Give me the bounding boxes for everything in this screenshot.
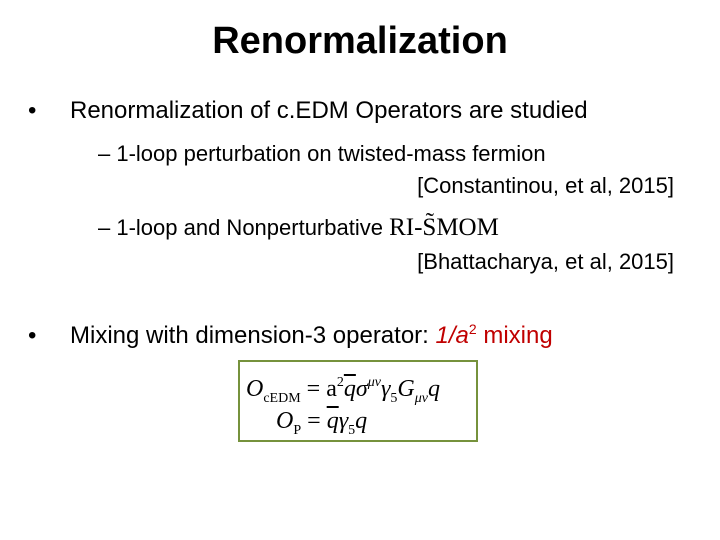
bullet-text: Renormalization of c.EDM Operators are studied [70,97,588,124]
bullet-dot-icon: • [28,322,37,349]
subitem-nonperturbative [98,214,499,242]
bullet-mixing [28,314,553,351]
slide-title: Renormalization [212,20,508,62]
bullet-text: Mixing with dimension-3 operator: [70,322,436,349]
equation-box [238,360,478,442]
equation-cedm: $O_{cEDM} = a^2\overline{q}\sigma^{\mu\nu}\gamma_5G_{\mu\nu}q$ [246,375,441,406]
highlight-mixing: $1/a^2$ mixing [435,321,553,349]
citation-bhattacharya: [Bhattacharya, et al, 2015] [417,249,674,274]
equation-pseudoscalar: $O_P = \overline{q}\gamma_5q$ [276,408,368,438]
bullet-dot-icon: • [28,97,37,124]
subitem-perturbation: – 1-loop perturbation on twisted-mass fermion [98,141,546,166]
citation-constantinou: [Constantinou, et al, 2015] [417,173,674,198]
scheme-label: RI-S̃MOM [389,214,499,241]
bullet-renormalization-studied [28,96,588,126]
subitem-text: – 1-loop and Nonperturbative [98,215,383,240]
